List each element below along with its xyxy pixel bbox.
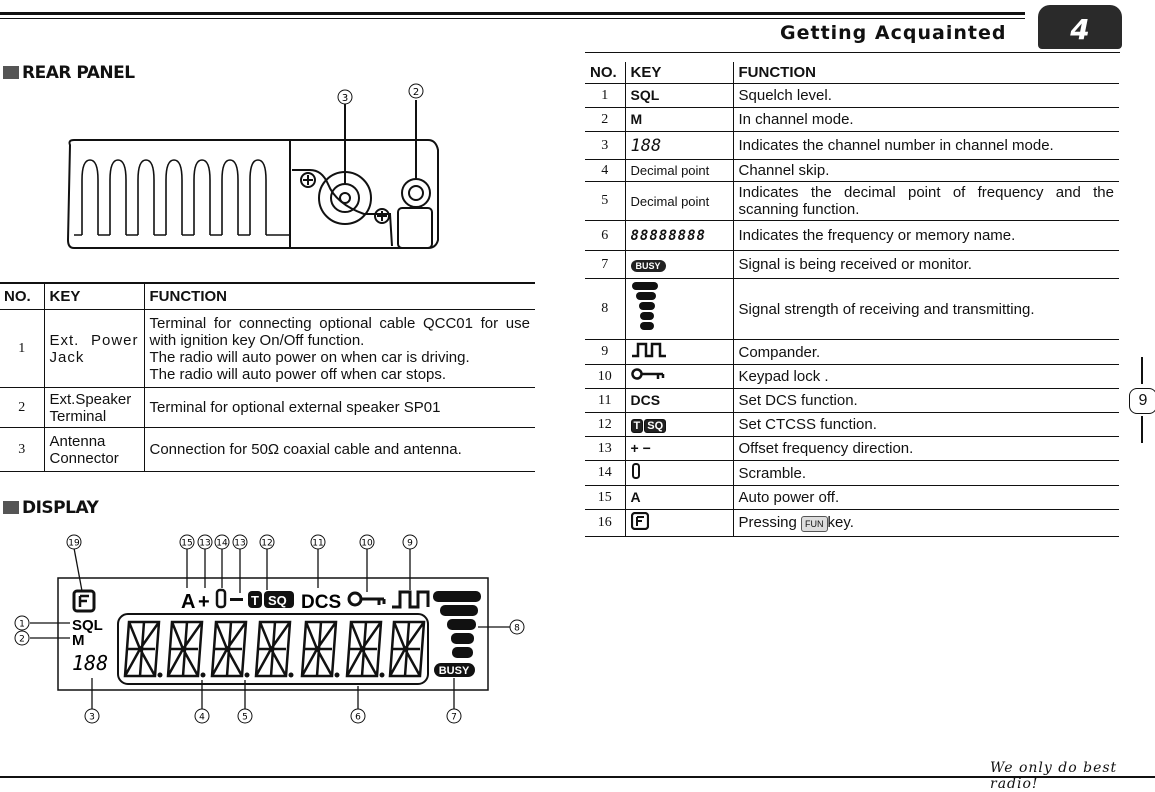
function-suffix: key. [827,514,854,532]
row-key [625,340,733,365]
scramble-icon [631,463,641,479]
table-row [0,428,535,472]
row-no: 3 [0,428,44,472]
table-row [585,389,1119,413]
row-key [625,413,733,437]
decimal-point [201,673,206,678]
row-function: Signal is being received or monitor. [733,251,1119,279]
table-row [585,413,1119,437]
row-function [733,510,1119,537]
segment-digits-icon: 88888888 [630,228,706,244]
row-key: Ext. Power Jack [44,310,144,388]
offset-direction-icon: + − [630,440,651,456]
table-row [585,108,1119,132]
chapter-tab: 4 [1038,5,1122,49]
lcd-plus: + [198,591,210,613]
row-no: 16 [585,510,625,537]
lcd-m-label: M [72,632,85,649]
lcd-segment-digits [125,622,424,678]
row-no: 5 [585,182,625,221]
row-no: 2 [0,388,44,428]
row-function: Connection for 50Ω coaxial cable and antenna. [144,428,535,472]
callout-number: 19 [68,538,80,549]
ctcss-icon: T SQ [631,419,667,433]
callout-number: 14 [216,538,228,549]
header-rule-right [585,52,1120,53]
row-key [625,251,733,279]
callout-number: 10 [361,538,373,549]
table-row [585,221,1119,251]
segment-digit [256,622,290,676]
lcd-busy-label: BUSY [438,665,470,677]
segment-digit [212,622,246,676]
row-key [625,160,733,182]
row-key: Ext.Speaker Terminal [44,388,144,428]
page-title: Getting Acquainted [780,22,1007,44]
callout-number: 1 [19,619,25,630]
lcd-channel-digits: 188 [72,651,109,675]
callout-number: 13 [234,538,246,549]
row-no: 6 [585,221,625,251]
callout-number: 15 [181,538,193,549]
lcd-sq-label: SQ [268,593,287,608]
lcd-sql-label: SQL [72,617,103,634]
col-header-key: KEY [44,283,144,310]
row-no: 12 [585,413,625,437]
row-key [625,461,733,486]
row-no: 10 [585,365,625,389]
channel-digits-icon: 188 [630,135,662,156]
table-row [585,182,1119,221]
key-label: A [630,489,641,505]
row-function: Signal strength of receiving and transmitting. [733,279,1119,340]
decimal-point [335,673,340,678]
row-no: 11 [585,389,625,413]
row-no: 15 [585,486,625,510]
row-function: Set DCS function. [733,389,1119,413]
display-title: DISPLAY [22,498,99,518]
table-row [0,388,535,428]
key-label: Decimal point [630,193,710,209]
rear-panel-title: REAR PANEL [22,63,135,83]
callout-number: 4 [199,712,205,723]
row-key [625,132,733,160]
row-key [625,182,733,221]
row-function: Auto power off. [733,486,1119,510]
row-no: 8 [585,279,625,340]
callout-number: 6 [355,712,361,723]
decimal-point [289,673,294,678]
heading-marker-icon [3,501,19,514]
lcd-dcs-label: DCS [301,592,342,613]
row-key [625,389,733,413]
row-key [625,437,733,461]
callout-number: 7 [451,712,457,723]
callout-number: 8 [514,623,520,634]
table-row [585,132,1119,160]
col-header-no: NO. [0,283,44,310]
table-row [585,461,1119,486]
compander-icon [631,342,667,358]
row-no: 9 [585,340,625,365]
lcd-compander-icon [392,592,428,607]
row-function: Terminal for optional external speaker SP01 [144,388,535,428]
row-function: In channel mode. [733,108,1119,132]
key-label: Decimal point [630,163,710,178]
table-row [585,84,1119,108]
rear-callout-2: 2 [412,87,420,98]
lcd-minus [230,598,243,601]
lcd-display-illustration [0,528,540,728]
col-header-function: FUNCTION [733,62,1119,84]
rear-panel-illustration [60,80,460,260]
function-text: Pressing [738,514,797,532]
table-header-row [585,62,1119,84]
row-no: 1 [0,310,44,388]
row-function: Indicates the decimal point of frequency and the scanning function. [733,182,1119,221]
table-row [585,510,1119,537]
segment-digit [390,622,424,676]
decimal-point [245,673,250,678]
row-no: 7 [585,251,625,279]
callout-number: 3 [89,712,95,723]
fun-key-icon: FUN [801,516,828,532]
table-row [585,251,1119,279]
display-heading [3,498,98,518]
lcd-key-lock-icon [349,593,361,605]
row-key [625,279,733,340]
lcd-scramble-icon [217,590,225,607]
table-row [585,279,1119,340]
decimal-point [380,673,385,678]
callout-number: 2 [19,634,25,645]
function-f-icon [631,512,649,530]
table-row [585,486,1119,510]
rear-panel-table [0,282,535,472]
row-no: 14 [585,461,625,486]
heading-marker-icon [3,66,19,79]
callout-number: 5 [242,712,248,723]
display-key-table [585,62,1119,537]
row-function: Offset frequency direction. [733,437,1119,461]
col-header-key: KEY [625,62,733,84]
key-lock-icon [631,368,667,382]
header-rule-bottom [0,18,1025,19]
row-function: Channel skip. [733,160,1119,182]
signal-bars-icon [631,281,661,333]
key-label: SQL [630,87,660,103]
col-header-function: FUNCTION [144,283,535,310]
col-header-no: NO. [585,62,625,84]
row-no: 2 [585,108,625,132]
row-key [625,486,733,510]
row-function: Keypad lock . [733,365,1119,389]
decimal-point [158,673,163,678]
key-label: M [630,111,643,127]
row-key [625,510,733,537]
page-number: 9 [1129,388,1155,414]
side-rule-top [1141,357,1143,384]
table-row [585,437,1119,461]
row-no: 3 [585,132,625,160]
row-no: 4 [585,160,625,182]
busy-icon: BUSY [631,260,666,272]
callout-number: 11 [312,538,324,549]
row-function: Indicates the channel number in channel mode. [733,132,1119,160]
row-function: Scramble. [733,461,1119,486]
row-key [625,221,733,251]
row-no: 13 [585,437,625,461]
segment-digit [302,622,336,676]
row-function: Indicates the frequency or memory name. [733,221,1119,251]
row-function: Compander. [733,340,1119,365]
lcd-auto-off-a: A [181,591,196,613]
row-key [625,108,733,132]
table-row [0,310,535,388]
lcd-signal-bars-icon [433,591,481,658]
footer-slogan: We only do best radio! [990,760,1118,792]
callout-number: 13 [199,538,211,549]
header-rule-top [0,12,1025,15]
segment-digit [125,622,159,676]
segment-digit [347,622,381,676]
callout-number: 9 [407,538,413,549]
row-key [625,365,733,389]
row-key: Antenna Connector [44,428,144,472]
table-row [585,365,1119,389]
callout-number: 12 [261,538,273,549]
side-rule-bottom [1141,416,1143,443]
rear-callout-3: 3 [341,93,349,104]
row-function: Squelch level. [733,84,1119,108]
table-row [585,340,1119,365]
table-header-row [0,283,535,310]
footer-rule [0,776,1155,778]
row-function: Set CTCSS function. [733,413,1119,437]
segment-digit [168,622,202,676]
key-label: DCS [630,392,661,408]
row-function: Terminal for connecting optional cable QCC01 for use with ignition key On/Off function. The radio will auto power on when car is driving. The radio will auto power off when car stops. [144,310,535,388]
lcd-t-label: T [251,593,259,608]
table-row [585,160,1119,182]
row-key [625,84,733,108]
row-no: 1 [585,84,625,108]
